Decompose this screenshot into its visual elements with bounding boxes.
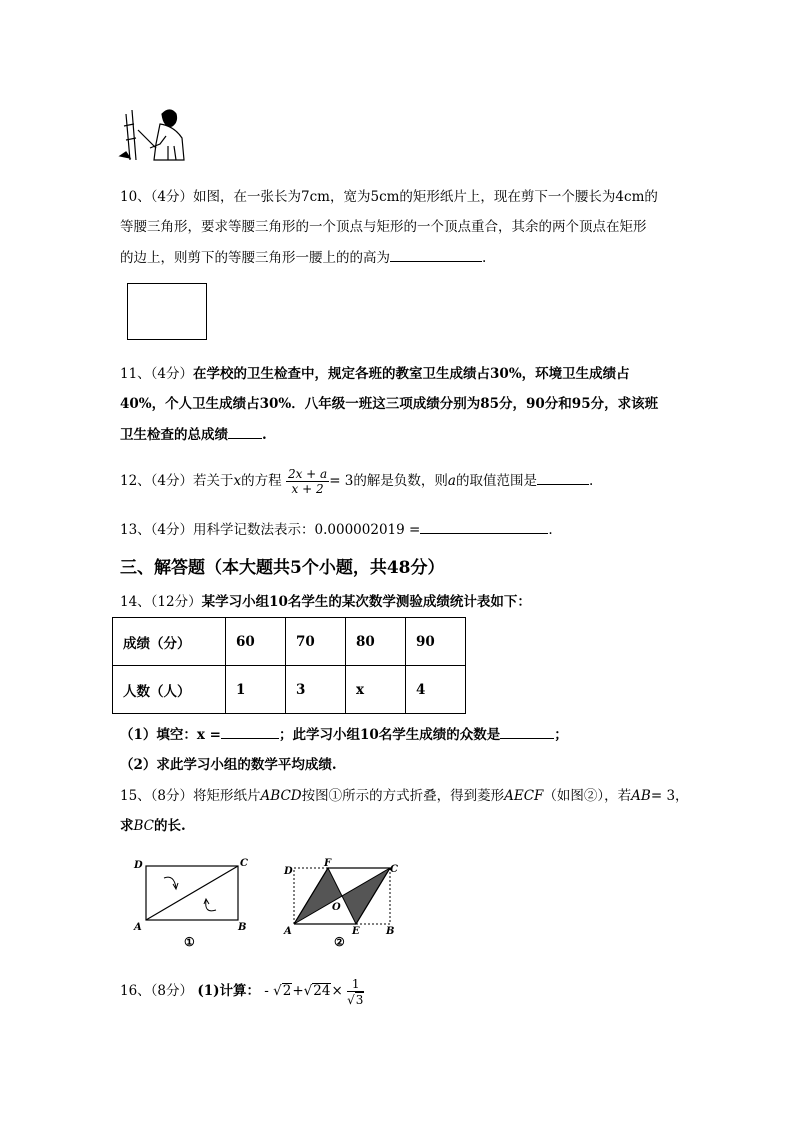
q11-end: .	[262, 427, 267, 443]
fig1-caption: ①	[184, 935, 195, 949]
table-cell: 人数（人）	[113, 666, 226, 714]
fig1-diagonal	[146, 866, 238, 920]
fig1-label: A	[134, 922, 142, 933]
q12-text-b: 的方程	[241, 473, 282, 489]
fig2-label: B	[386, 926, 395, 937]
q11-line-3	[120, 425, 267, 444]
fig2-label: C	[390, 864, 398, 875]
q14-sub2: （2）求此学习小组的数学平均成绩.	[120, 757, 337, 773]
q10-answer-blank[interactable]	[390, 248, 482, 262]
q12-text-c: 的解是负数，则	[353, 473, 448, 489]
q10-text-2: 等腰三角形，要求等腰三角形的一个顶点与矩形的一个顶点重合，其余的两个顶点在矩形	[120, 219, 647, 235]
table-cell: 60	[226, 618, 286, 666]
fig2-label: O	[332, 902, 341, 913]
q11-text-3: 卫生检查的总成绩	[120, 427, 228, 443]
q12-prefix: 12、（4分）	[120, 473, 194, 489]
q10-line-1	[120, 188, 658, 206]
table-cell: 3	[286, 666, 346, 714]
table-cell: 80	[346, 618, 406, 666]
q12-text-a: 若关于	[193, 473, 234, 489]
q16-radicand-1: 2	[282, 983, 292, 999]
q16-fraction-den-radicand: 3	[355, 992, 364, 1007]
q14-score-table	[112, 617, 466, 714]
q15-prefix: 15、（8分）	[120, 788, 194, 804]
fig1-label: D	[134, 860, 143, 871]
q11-line-2	[120, 395, 658, 413]
q12-var-x: x	[233, 473, 242, 489]
q10-prefix: 10、（4分）	[120, 189, 194, 205]
q13-value: 0.000002019 =	[314, 522, 421, 538]
q12-end: .	[588, 473, 594, 489]
q14-text: 某学习小组10名学生的某次数学测验成绩统计表如下：	[201, 594, 531, 610]
q15-aecf: AECF	[504, 788, 544, 804]
q15-text-a: 将矩形纸片	[193, 788, 261, 804]
q12-line	[120, 466, 593, 496]
table-cell: 1	[226, 666, 286, 714]
q13-line	[120, 520, 553, 539]
q12-var-a: a	[447, 473, 456, 489]
fig1-label: C	[240, 858, 248, 869]
fig2-shaded-right	[342, 868, 390, 924]
q15-line-2	[120, 817, 186, 835]
q12-eq: = 3	[329, 473, 354, 489]
q16-sqrt-2: √24	[303, 983, 331, 999]
table-cell: 70	[286, 618, 346, 666]
fig1-label: B	[238, 922, 247, 933]
fig2-caption: ②	[334, 935, 345, 949]
q14-sub1-c: ；	[554, 727, 568, 743]
fig2-shaded-left	[294, 868, 342, 924]
q11-text-2: 40%，个人卫生成绩占30%．八年级一班这三项成绩分别为85分，90分和95分，求该班	[120, 396, 659, 412]
q15-text-c: （如图②），若	[543, 788, 632, 804]
q16-radicand-2: 24	[313, 983, 331, 999]
q11-line-1	[120, 365, 630, 383]
q14-sub1-b: ；此学习小组10名学生成绩的众数是	[278, 727, 501, 743]
q12-fraction-den: x + 2	[291, 482, 324, 496]
fig2-label: D	[284, 866, 293, 877]
q15-line-1	[120, 787, 689, 805]
q11-prefix: 11、（4分）	[120, 366, 194, 382]
table-cell: 成绩（分）	[113, 618, 226, 666]
q14-line	[120, 593, 531, 611]
q15-line2-b: 的长.	[154, 818, 186, 834]
q15-text-b: 按图①所示的方式折叠，得到菱形	[301, 788, 505, 804]
q15-eq: = 3，	[650, 788, 689, 804]
q16-label: (1)计算：	[197, 983, 260, 999]
q12-answer-blank[interactable]	[537, 471, 589, 485]
fig2-label: A	[284, 926, 292, 937]
q10-end: .	[482, 250, 487, 266]
q10-rectangle-figure	[127, 283, 207, 340]
fig2-label: E	[352, 926, 360, 937]
q16-fraction-num: 1	[347, 977, 364, 992]
q12-text-d: 的取值范围是	[455, 473, 537, 489]
q14-mode-blank[interactable]	[500, 725, 554, 739]
q10-text-3: 的边上，则剪下的等腰三角形一腰上的的高为	[120, 250, 390, 266]
q16-line	[120, 976, 364, 1007]
q16-prefix: 16、（8分）	[120, 983, 194, 999]
q10-line-3	[120, 248, 486, 267]
table-cell: 4	[406, 666, 466, 714]
table-cell: x	[346, 666, 406, 714]
fig2-label: F	[324, 858, 332, 869]
q14-sub1	[120, 725, 568, 744]
q15-bc: BC	[133, 818, 155, 834]
q16-minus: -	[264, 983, 269, 999]
table-row	[113, 618, 466, 666]
q11-answer-blank[interactable]	[228, 425, 262, 439]
table-row	[113, 666, 466, 714]
q15-line2-a: 求	[120, 818, 134, 834]
q15-figures	[128, 852, 406, 952]
q16-times: ×	[331, 983, 343, 999]
q10-text-1: 如图，在一张长为7cm，宽为5cm的矩形纸片上，现在剪下一个腰长为4cm的	[193, 189, 658, 205]
q15-ab: AB	[631, 788, 651, 804]
q14-prefix: 14、（12分）	[120, 594, 202, 610]
illustration-scholar	[118, 100, 194, 164]
q10-line-2	[120, 218, 647, 236]
q16-sqrt-1: √2	[273, 983, 292, 999]
q11-text-1: 在学校的卫生检查中，规定各班的教室卫生成绩占30%，环境卫生成绩占	[193, 366, 630, 382]
q16-fraction-den: √3	[347, 992, 364, 1007]
q16-plus: +	[292, 983, 304, 999]
q12-fraction-num: 2x + a	[287, 467, 328, 481]
q13-answer-blank[interactable]	[420, 520, 548, 534]
q14-sub1-a: （1）填空：x =	[120, 727, 221, 743]
q13-prefix: 13、（4分）	[120, 522, 194, 538]
q13-text: 用科学记数法表示：	[193, 522, 315, 538]
q15-abcd: ABCD	[260, 788, 302, 804]
q14-x-blank[interactable]	[221, 725, 279, 739]
q12-fraction	[286, 467, 329, 496]
q13-end: .	[548, 522, 553, 538]
q16-fraction	[347, 977, 364, 1007]
scholar-figure-icon	[118, 100, 194, 164]
table-cell: 90	[406, 618, 466, 666]
section-3-heading: 三、解答题（本大题共5个小题，共48分）	[120, 558, 445, 578]
